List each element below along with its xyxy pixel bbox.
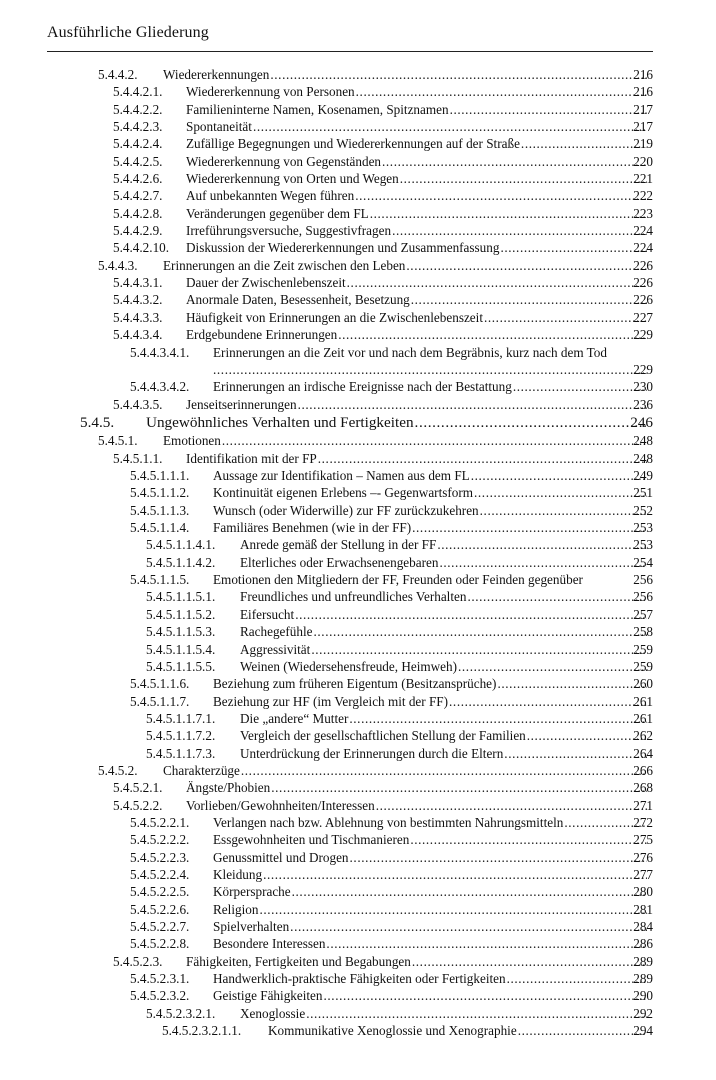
toc-entry-page: 284 bbox=[633, 919, 653, 934]
dot-leader bbox=[471, 467, 647, 484]
toc-entry bbox=[0, 953, 716, 970]
toc-entry bbox=[0, 762, 716, 779]
toc-entry-number: 5.4.5.1.1.2. bbox=[130, 485, 190, 501]
toc-entry-title: Erdgebundene Erinnerungen bbox=[186, 327, 338, 343]
header-rule bbox=[47, 51, 653, 52]
toc-entry-title: Familiäres Benehmen (wie in der FF) bbox=[213, 520, 412, 536]
toc-entry bbox=[0, 727, 716, 744]
toc-entry-title: Spielverhalten bbox=[213, 919, 290, 934]
dot-leader bbox=[497, 675, 647, 692]
toc-entry-title: Auf unbekannten Wegen führen bbox=[186, 188, 355, 204]
toc-entry bbox=[0, 309, 716, 326]
dot-leader bbox=[412, 519, 647, 536]
dot-leader bbox=[356, 83, 647, 100]
toc-entry-number: 5.4.5.1.1.5.3. bbox=[146, 624, 216, 640]
running-header: Ausführliche Gliederung bbox=[47, 24, 209, 41]
dot-leader bbox=[259, 901, 647, 918]
toc-entry-title: Erinnerungen an die Zeit zwischen den Leben bbox=[163, 257, 406, 273]
toc-entry-title: Erinnerungen an die Zeit vor und nach dem Begräbnis, kurz nach dem Tod bbox=[213, 344, 607, 360]
toc-entry bbox=[0, 866, 716, 883]
toc-entry bbox=[0, 450, 716, 467]
dot-leader bbox=[484, 309, 647, 326]
toc-entry bbox=[0, 970, 716, 987]
toc-entry-number: 5.4.5.2.2.1. bbox=[130, 814, 190, 830]
toc-entry bbox=[0, 118, 716, 135]
toc-entry-page: 220 bbox=[633, 153, 653, 169]
toc-entry-number: 5.4.5.2.2.4. bbox=[130, 866, 190, 882]
toc-entry-page: 272 bbox=[633, 814, 653, 830]
dot-leader bbox=[370, 205, 647, 222]
toc-entry-page: 226 bbox=[633, 275, 653, 291]
dot-leader bbox=[222, 432, 647, 449]
toc-entry bbox=[0, 396, 716, 413]
toc-entry-title: Veränderungen gegenüber dem FL bbox=[186, 205, 369, 221]
toc-entry-number: 5.4.5.1.1.6. bbox=[130, 676, 190, 692]
toc-entry-number: 5.4.4.3.3. bbox=[113, 309, 163, 325]
toc-entry bbox=[0, 502, 716, 519]
dot-leader bbox=[458, 658, 647, 675]
toc-entry-title: Spontaneität bbox=[186, 119, 252, 135]
toc-entry bbox=[0, 588, 716, 605]
toc-entry-page: 224 bbox=[633, 223, 653, 239]
toc-entry bbox=[0, 814, 716, 831]
toc-entry-page: 253 bbox=[633, 520, 653, 536]
dot-leader bbox=[263, 866, 647, 883]
toc-entry bbox=[0, 641, 716, 658]
toc-entry-page: 252 bbox=[633, 502, 653, 518]
toc-entry bbox=[0, 378, 716, 395]
toc-entry-page: 259 bbox=[633, 658, 653, 674]
toc-entry-page: 216 bbox=[633, 67, 653, 82]
toc-entry-number: 5.4.5.2.2.6. bbox=[130, 901, 190, 917]
toc-entry-title: Wiedererkennung von Orten und Wegen bbox=[186, 171, 399, 187]
toc-entry-page: 229 bbox=[633, 361, 653, 377]
toc-entry-title: Vorlieben/Gewohnheiten/Interessen bbox=[186, 797, 375, 813]
toc-entry-page: 254 bbox=[633, 554, 653, 570]
dot-leader bbox=[311, 641, 647, 658]
toc-entry-number: 5.4.4.3.4. bbox=[113, 327, 163, 343]
toc-entry-title: Kontinuität eigenen Erlebens –- Gegenwartsform bbox=[213, 485, 474, 501]
dot-leader bbox=[298, 396, 647, 413]
toc-entry-title: Wiedererkennungen bbox=[163, 67, 270, 82]
toc-entry-page: 217 bbox=[633, 101, 653, 117]
toc-entry bbox=[0, 710, 716, 727]
toc-entry-number: 5.4.5.2.2.5. bbox=[130, 884, 190, 900]
table-of-contents bbox=[0, 66, 716, 1039]
toc-entry bbox=[0, 658, 716, 675]
toc-entry-number: 5.4.5.1.1. bbox=[113, 450, 163, 466]
toc-entry-title: Religion bbox=[213, 901, 259, 917]
toc-entry-number: 5.4.4.2.8. bbox=[113, 205, 163, 221]
toc-entry-title: Häufigkeit von Erinnerungen an die Zwischenlebenszeit bbox=[186, 309, 483, 325]
dot-leader bbox=[292, 883, 647, 900]
toc-entry-title: Essgewohnheiten und Tischmanieren bbox=[213, 832, 410, 848]
toc-entry-page: 276 bbox=[633, 849, 653, 865]
toc-entry-number: 5.4.5.1.1.4.2. bbox=[146, 554, 216, 570]
toc-entry-title: Emotionen bbox=[163, 433, 221, 449]
toc-entry bbox=[0, 467, 716, 484]
toc-entry-title: Beziehung zum früheren Eigentum (Besitzansprüche) bbox=[213, 676, 497, 692]
toc-entry-page: 217 bbox=[633, 119, 653, 135]
toc-entry-title: Weinen (Wiedersehensfreude, Heimweh) bbox=[240, 658, 457, 674]
dot-leader bbox=[253, 118, 647, 135]
toc-entry-title: Emotionen den Mitgliedern der FF, Freunden oder Feinden gegenüber bbox=[213, 572, 583, 588]
toc-entry-number: 5.4.5.2.2. bbox=[113, 797, 163, 813]
toc-entry-page: 262 bbox=[633, 728, 653, 744]
toc-entry-page: 230 bbox=[633, 379, 653, 395]
dot-leader bbox=[411, 291, 647, 308]
toc-entry-title: Diskussion der Wiedererkennungen und Zusammenfassung bbox=[186, 240, 500, 256]
toc-entry bbox=[0, 693, 716, 710]
dot-leader bbox=[412, 953, 647, 970]
toc-entry-number: 5.4.5. bbox=[80, 413, 115, 431]
toc-entry-title: Anrede gemäß der Stellung in der FF bbox=[240, 537, 437, 553]
toc-entry bbox=[0, 918, 716, 935]
toc-entry-page: 289 bbox=[633, 953, 653, 969]
toc-entry-title: Identifikation mit der FP bbox=[186, 450, 317, 466]
toc-entry bbox=[0, 432, 716, 449]
toc-entry-page: 292 bbox=[633, 1005, 653, 1021]
dot-leader bbox=[392, 222, 647, 239]
toc-entry-page: 260 bbox=[633, 676, 653, 692]
toc-entry bbox=[0, 987, 716, 1004]
toc-entry-title: Kleidung bbox=[213, 866, 263, 882]
toc-entry-title: Kommunikative Xenoglossie und Xenographie bbox=[268, 1023, 517, 1039]
toc-entry-title: Familieninterne Namen, Kosenamen, Spitznamen bbox=[186, 101, 449, 117]
toc-entry-number: 5.4.5.1.1.5.4. bbox=[146, 641, 216, 657]
dot-leader bbox=[270, 66, 647, 83]
toc-entry-number: 5.4.5.2.3.2.1. bbox=[146, 1005, 216, 1021]
toc-entry-number: 5.4.5.2.3. bbox=[113, 953, 163, 969]
toc-entry-title: Elterliches oder Erwachsenengebaren bbox=[240, 554, 439, 570]
dot-leader bbox=[349, 710, 647, 727]
toc-entry-page: 246 bbox=[630, 413, 653, 431]
toc-entry-number: 5.4.4.2.2. bbox=[113, 101, 163, 117]
toc-entry-title: Eifersucht bbox=[240, 606, 295, 622]
toc-entry-number: 5.4.4.3. bbox=[98, 257, 138, 273]
toc-entry-number: 5.4.4.2.7. bbox=[113, 188, 163, 204]
toc-entry-number: 5.4.5.2.2.2. bbox=[130, 832, 190, 848]
toc-entry-page: 223 bbox=[633, 205, 653, 221]
toc-entry-title: Anormale Daten, Besessenheit, Besetzung bbox=[186, 292, 410, 308]
toc-entry-page: 261 bbox=[633, 710, 653, 726]
toc-entry bbox=[0, 554, 716, 571]
toc-entry-number: 5.4.4.3.4.1. bbox=[130, 344, 190, 360]
toc-entry-page: 226 bbox=[633, 257, 653, 273]
toc-entry bbox=[0, 291, 716, 308]
dot-leader bbox=[347, 274, 647, 291]
dot-leader bbox=[406, 257, 647, 274]
toc-entry-page: 257 bbox=[633, 606, 653, 622]
toc-entry-number: 5.4.4.2.4. bbox=[113, 136, 163, 152]
toc-entry-title: Ängste/Phobien bbox=[186, 780, 271, 796]
toc-entry-number: 5.4.5.1.1.1. bbox=[130, 468, 190, 484]
dot-leader bbox=[480, 502, 647, 519]
toc-entry-page: 281 bbox=[633, 901, 653, 917]
toc-entry-number: 5.4.5.1.1.4.1. bbox=[146, 537, 216, 553]
dot-leader bbox=[338, 326, 647, 343]
toc-entry bbox=[0, 274, 716, 291]
toc-entry bbox=[0, 153, 716, 170]
dot-leader bbox=[507, 970, 647, 987]
dot-leader bbox=[504, 745, 647, 762]
toc-entry bbox=[0, 935, 716, 952]
toc-entry-title: Geistige Fähigkeiten bbox=[213, 988, 323, 1004]
toc-entry-title: Dauer der Zwischenlebenszeit bbox=[186, 275, 346, 291]
dot-leader bbox=[355, 187, 647, 204]
toc-entry bbox=[0, 745, 716, 762]
toc-entry bbox=[0, 623, 716, 640]
toc-entry-page: 222 bbox=[633, 188, 653, 204]
toc-entry-number: 5.4.4.2.5. bbox=[113, 153, 163, 169]
toc-entry-number: 5.4.4.3.2. bbox=[113, 292, 163, 308]
toc-entry-title: Charakterzüge bbox=[163, 762, 240, 778]
toc-entry-page: 275 bbox=[633, 832, 653, 848]
toc-entry bbox=[0, 606, 716, 623]
toc-entry-number: 5.4.5.1. bbox=[98, 433, 138, 449]
dot-leader bbox=[474, 484, 647, 501]
toc-entry-title: Aggressivität bbox=[240, 641, 311, 657]
toc-entry bbox=[0, 883, 716, 900]
toc-entry bbox=[0, 344, 716, 379]
toc-entry-page: 256 bbox=[633, 572, 653, 588]
toc-entry-title: Unterdrückung der Erinnerungen durch die Eltern bbox=[240, 745, 504, 761]
toc-entry-number: 5.4.4.2.10. bbox=[113, 240, 170, 256]
toc-entry-title: Handwerklich-praktische Fähigkeiten oder Fertigkeiten bbox=[213, 971, 506, 987]
toc-entry-page: 224 bbox=[633, 240, 653, 256]
toc-entry bbox=[0, 83, 716, 100]
toc-entry bbox=[0, 901, 716, 918]
toc-entry-number: 5.4.4.3.1. bbox=[113, 275, 163, 291]
toc-entry-number: 5.4.4.3.5. bbox=[113, 396, 163, 412]
toc-entry-page: 264 bbox=[633, 745, 653, 761]
dot-leader bbox=[410, 831, 647, 848]
dot-leader bbox=[290, 918, 647, 935]
toc-entry-page: 226 bbox=[633, 292, 653, 308]
toc-entry-number: 5.4.5.1.1.7.3. bbox=[146, 745, 216, 761]
toc-entry-title: Fähigkeiten, Fertigkeiten und Begabungen bbox=[186, 953, 411, 969]
toc-entry-number: 5.4.5.1.1.5. bbox=[130, 572, 190, 588]
toc-entry-number: 5.4.5.2.2.7. bbox=[130, 919, 190, 934]
toc-entry bbox=[0, 326, 716, 343]
toc-entry bbox=[0, 831, 716, 848]
toc-entry-title: Xenoglossie bbox=[240, 1005, 306, 1021]
toc-entry-title: Ungewöhnliches Verhalten und Fertigkeiten bbox=[146, 413, 414, 431]
toc-entry-number: 5.4.4.2.1. bbox=[113, 84, 163, 100]
toc-entry-page: 261 bbox=[633, 693, 653, 709]
dot-leader bbox=[318, 450, 647, 467]
toc-entry-number: 5.4.4.2.3. bbox=[113, 119, 163, 135]
toc-entry-number: 5.4.4.2. bbox=[98, 67, 138, 82]
toc-entry-page: 258 bbox=[633, 624, 653, 640]
toc-entry-title: Aussage zur Identifikation – Namen aus dem FL bbox=[213, 468, 470, 484]
dot-leader bbox=[521, 135, 647, 152]
toc-entry-page: 256 bbox=[633, 589, 653, 605]
toc-entry bbox=[0, 135, 716, 152]
toc-entry bbox=[0, 519, 716, 536]
dot-leader bbox=[306, 1005, 647, 1022]
toc-entry-title: Genussmittel und Drogen bbox=[213, 849, 349, 865]
toc-entry-number: 5.4.5.1.1.5.1. bbox=[146, 589, 216, 605]
toc-entry-page: 277 bbox=[633, 866, 653, 882]
dot-leader bbox=[213, 361, 647, 378]
toc-entry bbox=[0, 101, 716, 118]
toc-entry bbox=[0, 675, 716, 692]
toc-entry-number: 5.4.5.1.1.5.2. bbox=[146, 606, 216, 622]
toc-entry-page: 236 bbox=[633, 396, 653, 412]
toc-entry-title: Freundliches und unfreundliches Verhalten bbox=[240, 589, 467, 605]
toc-entry bbox=[0, 205, 716, 222]
toc-entry bbox=[0, 1022, 716, 1039]
dot-leader bbox=[527, 727, 647, 744]
toc-entry-title: Vergleich der gesellschaftlichen Stellung der Familien bbox=[240, 728, 526, 744]
toc-entry-page: 294 bbox=[633, 1023, 653, 1039]
toc-entry-number: 5.4.5.1.1.5.5. bbox=[146, 658, 216, 674]
toc-entry-number: 5.4.4.3.4.2. bbox=[130, 379, 190, 395]
dot-leader bbox=[382, 153, 647, 170]
dot-leader bbox=[295, 606, 647, 623]
toc-entry-title: Irreführungsversuche, Suggestivfragen bbox=[186, 223, 392, 239]
dot-leader bbox=[449, 693, 647, 710]
toc-entry-number: 5.4.4.2.9. bbox=[113, 223, 163, 239]
dot-leader bbox=[518, 1022, 647, 1039]
toc-entry-number: 5.4.5.1.1.7.1. bbox=[146, 710, 216, 726]
toc-entry bbox=[0, 849, 716, 866]
dot-leader bbox=[376, 797, 647, 814]
dot-leader bbox=[350, 849, 647, 866]
toc-entry-title: Wiedererkennung von Gegenständen bbox=[186, 153, 382, 169]
toc-entry-number: 5.4.5.2.1. bbox=[113, 780, 163, 796]
toc-entry bbox=[0, 239, 716, 256]
toc-entry bbox=[0, 484, 716, 501]
toc-entry-page: 251 bbox=[633, 485, 653, 501]
toc-entry-number: 5.4.5.1.1.4. bbox=[130, 520, 190, 536]
dot-leader bbox=[324, 987, 647, 1004]
toc-entry bbox=[0, 170, 716, 187]
toc-entry-number: 5.4.5.2. bbox=[98, 762, 138, 778]
toc-entry-page: 253 bbox=[633, 537, 653, 553]
toc-entry-title: Wunsch (oder Widerwille) zur FF zurückzukehren bbox=[213, 502, 479, 518]
dot-leader bbox=[415, 413, 647, 433]
toc-entry-number: 5.4.5.2.2.8. bbox=[130, 936, 190, 952]
toc-entry-title: Jenseitserinnerungen bbox=[186, 396, 297, 412]
toc-entry-title: Erinnerungen an irdische Ereignisse nach der Bestattung bbox=[213, 379, 512, 395]
dot-leader bbox=[314, 623, 648, 640]
toc-entry-page: 249 bbox=[633, 468, 653, 484]
toc-entry bbox=[0, 66, 716, 83]
toc-entry-number: 5.4.5.1.1.3. bbox=[130, 502, 190, 518]
toc-entry-title: Verlangen nach bzw. Ablehnung von bestimmten Nahrungsmitteln bbox=[213, 814, 564, 830]
toc-entry-number: 5.4.5.2.3.2. bbox=[130, 988, 190, 1004]
toc-entry-page: 290 bbox=[633, 988, 653, 1004]
toc-entry-page: 221 bbox=[633, 171, 653, 187]
toc-entry-page: 268 bbox=[633, 780, 653, 796]
toc-entry-page: 280 bbox=[633, 884, 653, 900]
toc-entry-number: 5.4.5.2.2.3. bbox=[130, 849, 190, 865]
toc-entry-title: Besondere Interessen bbox=[213, 936, 326, 952]
toc-entry bbox=[0, 413, 716, 433]
toc-entry-title: Zufällige Begegnungen und Wiedererkennungen auf der Straße bbox=[186, 136, 520, 152]
toc-entry bbox=[0, 797, 716, 814]
toc-entry-page: 259 bbox=[633, 641, 653, 657]
toc-entry-page: 266 bbox=[633, 762, 653, 778]
toc-entry-number: 5.4.5.1.1.7.2. bbox=[146, 728, 216, 744]
toc-entry bbox=[0, 571, 716, 588]
toc-entry-page: 219 bbox=[633, 136, 653, 152]
dot-leader bbox=[467, 588, 647, 605]
toc-entry-title: Körpersprache bbox=[213, 884, 291, 900]
toc-entry-number: 5.4.5.2.3.2.1.1. bbox=[162, 1023, 242, 1039]
dot-leader bbox=[500, 239, 647, 256]
toc-entry-page: 227 bbox=[633, 309, 653, 325]
toc-entry-number: 5.4.5.2.3.1. bbox=[130, 971, 190, 987]
toc-entry bbox=[0, 1005, 716, 1022]
toc-entry-number: 5.4.4.2.6. bbox=[113, 171, 163, 187]
toc-entry-title: Die „andere“ Mutter bbox=[240, 710, 349, 726]
dot-leader bbox=[326, 935, 647, 952]
toc-entry-title: Rachegefühle bbox=[240, 624, 313, 640]
toc-entry bbox=[0, 257, 716, 274]
dot-leader bbox=[241, 762, 647, 779]
toc-entry-page: 248 bbox=[633, 433, 653, 449]
toc-entry-number: 5.4.5.1.1.7. bbox=[130, 693, 190, 709]
toc-entry-page: 289 bbox=[633, 971, 653, 987]
toc-entry bbox=[0, 779, 716, 796]
dot-leader bbox=[400, 170, 647, 187]
dot-leader bbox=[439, 554, 647, 571]
toc-entry-page: 248 bbox=[633, 450, 653, 466]
toc-entry-title: Beziehung zur HF (im Vergleich mit der FF) bbox=[213, 693, 449, 709]
toc-entry bbox=[0, 187, 716, 204]
toc-entry-page: 271 bbox=[633, 797, 653, 813]
dot-leader bbox=[513, 378, 647, 395]
toc-entry-page: 286 bbox=[633, 936, 653, 952]
toc-entry-title: Wiedererkennung von Personen bbox=[186, 84, 355, 100]
dot-leader bbox=[437, 536, 647, 553]
toc-entry-page: 216 bbox=[633, 84, 653, 100]
dot-leader bbox=[450, 101, 647, 118]
toc-entry-page: 229 bbox=[633, 327, 653, 343]
toc-entry bbox=[0, 536, 716, 553]
dot-leader bbox=[271, 779, 647, 796]
toc-entry bbox=[0, 222, 716, 239]
